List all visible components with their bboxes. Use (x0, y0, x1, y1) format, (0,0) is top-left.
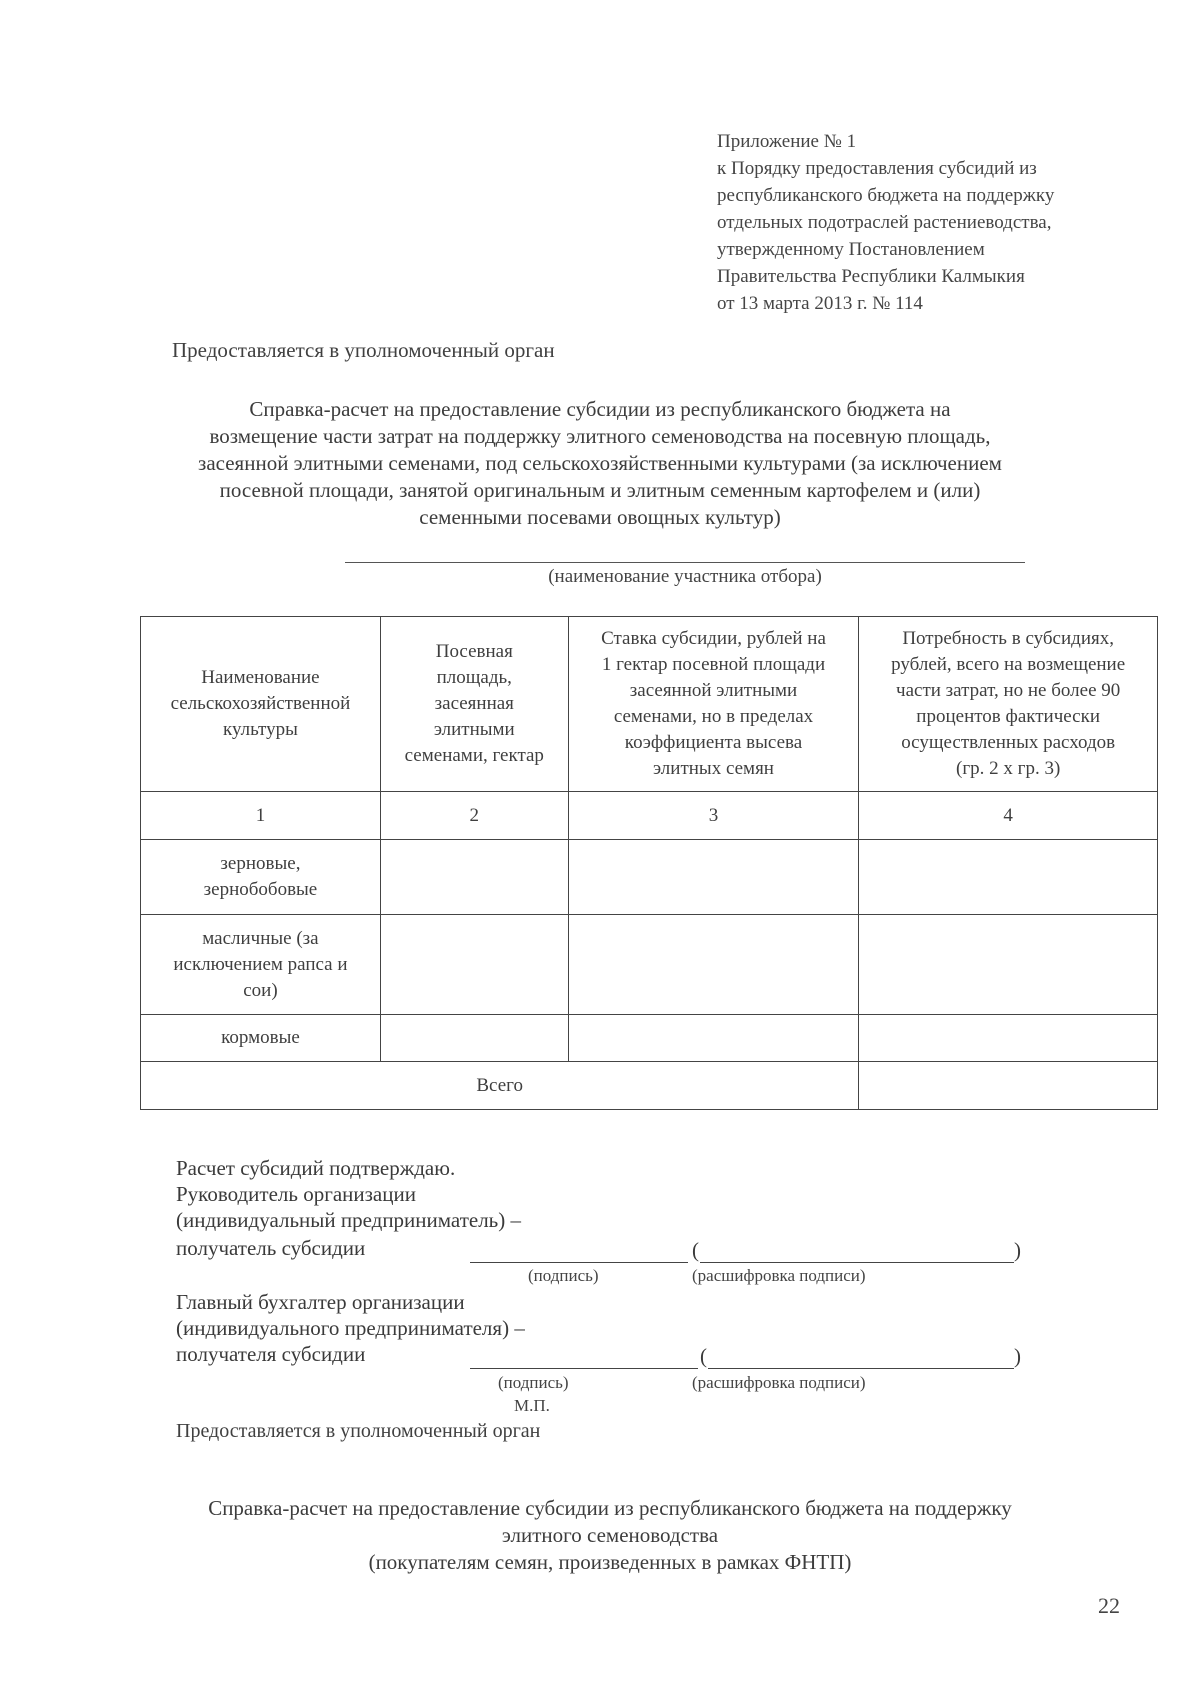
head-decode-field[interactable] (700, 1262, 1014, 1263)
page-number: 22 (1098, 1593, 1120, 1618)
total-row (141, 1062, 1158, 1110)
stamp-place: М.П. (514, 1396, 550, 1415)
column-number: 1 (141, 792, 381, 840)
accountant-decode-field[interactable] (708, 1368, 1014, 1369)
table-row (141, 915, 1158, 1015)
header-subsidy-rate: Ставка субсидии, рублей на 1 гектар посевной площади засеянной элитными семенами, но в пределах коэффициента высева элитных семян (568, 617, 859, 792)
total-label: Всего (141, 1062, 859, 1110)
appendix-line: Приложение № 1 (717, 131, 857, 152)
empty-cell[interactable] (380, 915, 568, 1015)
head-line: (индивидуальный предприниматель) – (176, 1208, 521, 1232)
accountant-line: (индивидуального предпринимателя) – (176, 1316, 525, 1340)
appendix-line: к Порядку предоставления субсидий из (717, 158, 1037, 179)
second-title (110, 1495, 1110, 1576)
appendix-line: от 13 марта 2013 г. № 114 (717, 293, 923, 314)
appendix-line: утвержденному Постановлением (717, 239, 985, 260)
empty-cell[interactable] (859, 915, 1158, 1015)
accountant-signature-field[interactable] (470, 1368, 698, 1369)
empty-cell[interactable] (568, 840, 859, 915)
signature-caption: (подпись) (528, 1266, 599, 1285)
title-line: Справка-расчет на предоставление субсидии из республиканского бюджета на поддержку (208, 1496, 1012, 1520)
empty-cell[interactable] (568, 915, 859, 1015)
head-line: получатель субсидии (176, 1236, 366, 1260)
header-subsidy-need: Потребность в субсидиях, рублей, всего на возмещение части затрат, но не более 90 процентов фактически осуществленных расходов (гр. 2 х гр. 3) (859, 617, 1158, 792)
decode-caption: (расшифровка подписи) (692, 1373, 866, 1392)
close-paren: ) (1014, 1344, 1021, 1368)
title-line: семенными посевами овощных культур) (419, 505, 781, 529)
empty-cell[interactable] (380, 840, 568, 915)
open-paren: ( (692, 1238, 699, 1262)
accountant-line: получателя субсидии (176, 1342, 366, 1366)
head-line: Руководитель организации (176, 1182, 416, 1206)
column-number: 4 (859, 792, 1158, 840)
title-line: засеянной элитными семенами, под сельскохозяйственными культурами (за исключением (198, 451, 1002, 475)
crop-cell-grain: зерновые, зернобобовые (141, 840, 381, 915)
table-header-row (141, 617, 1158, 792)
submitted-to: Предоставляется в уполномоченный орган (172, 338, 555, 362)
empty-cell[interactable] (568, 1015, 859, 1062)
title-line: возмещение части затрат на поддержку элитного семеноводства на посевную площадь, (209, 424, 991, 448)
column-number: 2 (380, 792, 568, 840)
header-crop-name: Наименование сельскохозяйственной культуры (141, 617, 381, 792)
title-line: посевной площади, занятой оригинальным и элитным семенным картофелем и (или) (219, 478, 981, 502)
subsidy-table (140, 616, 1158, 1110)
title-line: элитного семеноводства (501, 1523, 719, 1547)
document-title (100, 396, 1100, 531)
head-signature-field[interactable] (470, 1262, 688, 1263)
accountant-line: Главный бухгалтер организации (176, 1290, 465, 1314)
signature-caption: (подпись) (498, 1373, 569, 1392)
submitted-to-2: Предоставляется в уполномоченный орган (176, 1420, 541, 1442)
participant-name-line[interactable] (345, 562, 1025, 563)
title-line: Справка-расчет на предоставление субсидии из республиканского бюджета на (249, 397, 951, 421)
title-line: (покупателям семян, произведенных в рамках ФНТП) (368, 1550, 852, 1574)
participant-caption: (наименование участника отбора) (548, 566, 822, 587)
appendix-header (717, 128, 1137, 317)
appendix-line: Правительства Республики Калмыкия (717, 266, 1025, 287)
crop-cell-oilseeds: масличные (за исключением рапса и сои) (141, 915, 381, 1015)
crop-cell-fodder: кормовые (141, 1015, 381, 1062)
open-paren: ( (700, 1344, 707, 1368)
decode-caption: (расшифровка подписи) (692, 1266, 866, 1285)
column-number: 3 (568, 792, 859, 840)
appendix-line: отдельных подотраслей растениеводства, (717, 212, 1052, 233)
table-row (141, 1015, 1158, 1062)
empty-cell[interactable] (859, 840, 1158, 915)
table-row (141, 840, 1158, 915)
empty-cell[interactable] (380, 1015, 568, 1062)
close-paren: ) (1014, 1238, 1021, 1262)
column-number-row (141, 792, 1158, 840)
confirm-text: Расчет субсидий подтверждаю. (176, 1156, 456, 1180)
appendix-line: республиканского бюджета на поддержку (717, 185, 1055, 206)
empty-cell[interactable] (859, 1015, 1158, 1062)
total-value-cell[interactable] (859, 1062, 1158, 1110)
header-sown-area: Посевная площадь, засеянная элитными семенами, гектар (380, 617, 568, 792)
